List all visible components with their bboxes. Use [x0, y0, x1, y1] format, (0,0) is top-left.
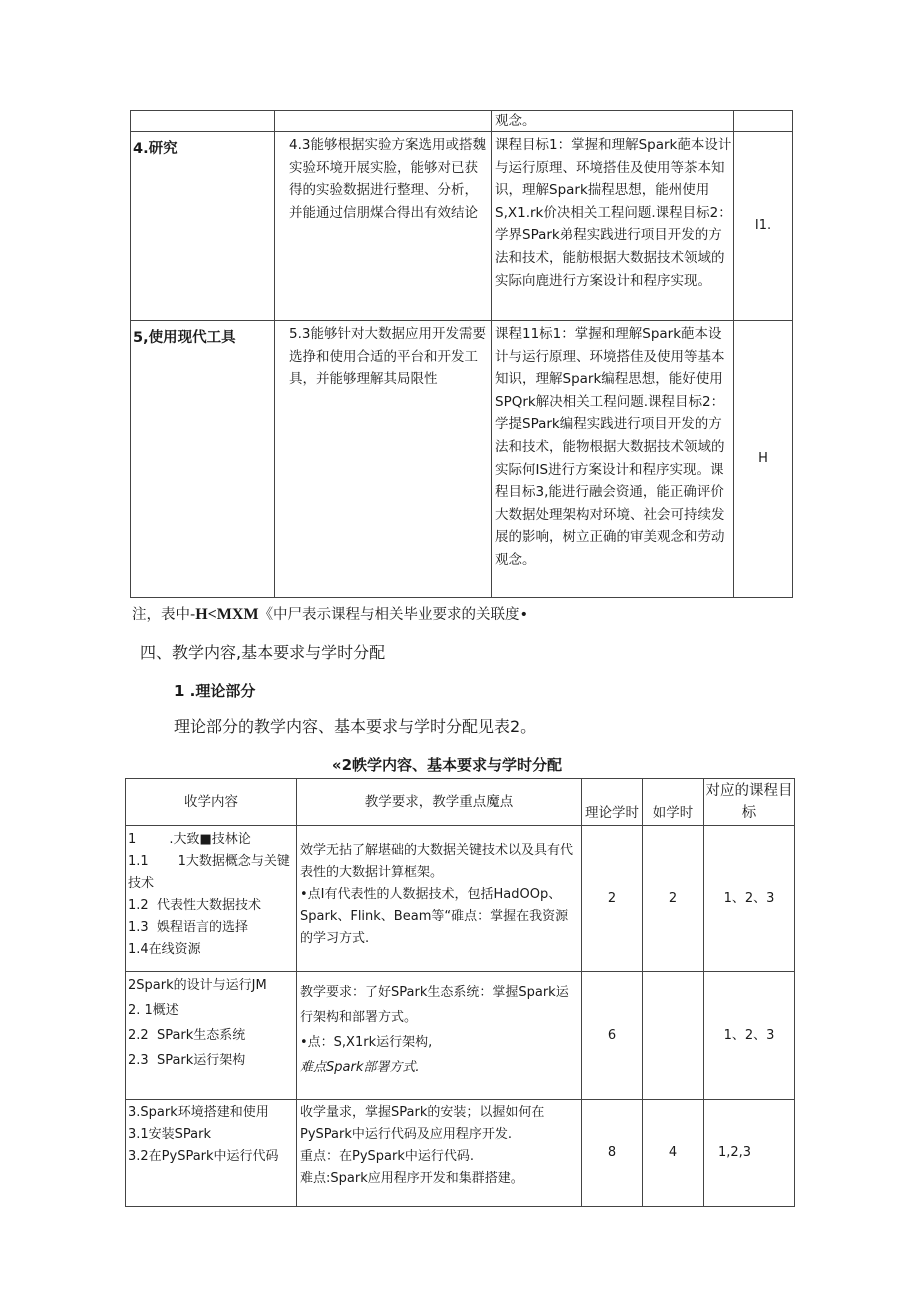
note-suffix: 《中尸表示课程与相关毕业要求的关联度•: [258, 607, 529, 623]
content-line: 1.1 1大数据概念与关键技术: [128, 854, 290, 891]
table-cell: [275, 111, 492, 132]
table-caption-text: «2帙学内容、基本要求与学时分配: [331, 756, 563, 774]
content-line: 3.2在PySPark中运行代码: [128, 1149, 279, 1164]
lab-hours-cell: [643, 972, 704, 1100]
content-line: 1 .大致■技林论: [128, 832, 251, 847]
subsection-title: 1 .理论部分: [174, 682, 256, 700]
content-line: 1.3 娛程语言的选择: [128, 920, 248, 935]
header-requirements: 教学要求，教学重点魔点: [297, 779, 582, 826]
course-goals-cell: 1,2,3: [704, 1100, 795, 1207]
requirement-cell: 4.研究: [131, 132, 275, 321]
requirement-line: 重点：在PySpark中运行代码.: [300, 1149, 475, 1164]
content-line: 3.1安装SPark: [128, 1127, 212, 1142]
requirement-line: 教学要求：了好SPark生态系统：掌握Spark运行架构和部署方式。: [300, 985, 569, 1025]
table-row: [131, 321, 793, 598]
content-cell: [126, 972, 297, 1100]
theory-hours-cell: 8: [582, 1100, 643, 1207]
theory-hours-cell: 6: [582, 972, 643, 1100]
theory-hours-cell: 2: [582, 826, 643, 972]
table-row: [131, 111, 793, 132]
requirement-line: •点I有代表性的人数据技术，包括HadOOp、Spark、Flink、Beam等“碓点：掌握在我资源的学习方式.: [300, 887, 569, 946]
teaching-content-table: [125, 778, 795, 1207]
table-row: [126, 972, 795, 1100]
note-mid: H<MXM: [195, 606, 259, 623]
header-theory-hours: 理论学时: [582, 779, 643, 826]
content-line: 2.2 SPark生态系统: [128, 1028, 246, 1043]
content-line: 2. 1概述: [128, 1003, 179, 1018]
course-goals-cell: 1、2、3: [704, 826, 795, 972]
indicator-cell: 5.3能够针对大数据应用开发需要选挣和使用合适的平台和开发工具，并能够理解其局限性: [275, 321, 492, 598]
note-prefix: 注，表中-: [132, 607, 196, 623]
requirement-line: 难点Spark部署方式.: [300, 1060, 420, 1075]
content-line: 3.Spark环境搭建和使用: [128, 1105, 269, 1120]
content-line: 2.3 SPark运行架构: [128, 1053, 246, 1068]
content-cell: [126, 1100, 297, 1207]
table-cell: 观念。: [492, 111, 734, 132]
header-content: 收学内容: [126, 779, 297, 826]
content-line: 1.2 代表性大数据技术: [128, 898, 261, 913]
content-cell: [126, 826, 297, 972]
content-line: 2Spark的设计与运行JM: [128, 978, 267, 993]
content-line: 1.4在线资源: [128, 942, 201, 957]
header-course-goals: 对应的课程目标: [704, 779, 795, 826]
relevance-level-cell: H: [734, 321, 793, 598]
course-goals-cell: 课程11标1：掌握和理解Spark葩本设计与运行原理、环境搭佳及使用等基本知识，理解Spark编程思想，能好使用SPQrk解决相关工程问题.课程目标2：学提SPark编程实践进行项目开发的方法和技术，能物根据大数据技术领域的实际何IS进行方案设计和程序实现。课程目标3,能进行融会资通，能正确评价大数据处理架构对环境、社会可持续发展的影响，树立正确的审美观念和劳动观念。: [492, 321, 734, 598]
table-cell: [734, 111, 793, 132]
requirement-cell: [297, 826, 582, 972]
course-goals-cell: 1、2、3: [704, 972, 795, 1100]
indicator-cell: 4.3能够根据实验方案选用或搭魏实验环境开展实脸，能够对已获得的实验数据进行整理、分析，并能通过信朋煤合得出有效结论: [275, 132, 492, 321]
table-row: [126, 1100, 795, 1207]
course-goals-cell: 课程目标1：掌握和理解Spark葩本设计与运行原理、环境搭佳及使用等茶本知识，理解Spark揣程思想，能州使用S,X1.rk价决相关工程问题.课程目标2：学界SPark弟程实践进行项目开发的方法和技术，能舫根据大数据技术领域的实际向鹿进行方案设计和程序实现。: [492, 132, 734, 321]
table-note: [132, 603, 528, 624]
header-lab-hours: 如学时: [643, 779, 704, 826]
relevance-level-cell: I1.: [734, 132, 793, 321]
lab-hours-cell: 2: [643, 826, 704, 972]
requirement-cell: [297, 972, 582, 1100]
requirement-line: 效学无拈了解堪础的大数据关键技术以及具有代表性的大数据计算框架。: [300, 843, 574, 880]
table-header-row: [126, 779, 795, 826]
table-row: [131, 132, 793, 321]
lab-hours-cell: 4: [643, 1100, 704, 1207]
table-caption: [0, 754, 920, 775]
requirement-line: 难点:Spark应用程序开发和集群搭建。: [300, 1171, 524, 1186]
table-row: [126, 826, 795, 972]
body-paragraph: 理论部分的教学内容、基本要求与学时分配见表2。: [174, 717, 537, 736]
requirement-cell: [297, 1100, 582, 1207]
section-title: 四、教学内容,基本要求与学时分配: [140, 643, 386, 662]
requirement-cell: 5,使用现代工具: [131, 321, 275, 598]
graduation-requirements-table: [130, 110, 793, 598]
requirement-line: •点：S,X1rk运行架构,: [300, 1035, 433, 1050]
table-cell: [131, 111, 275, 132]
requirement-line: 收学量求，掌握SPark的安装；以握如何在PySPark中运行代码及应用程序开发.: [300, 1105, 545, 1142]
